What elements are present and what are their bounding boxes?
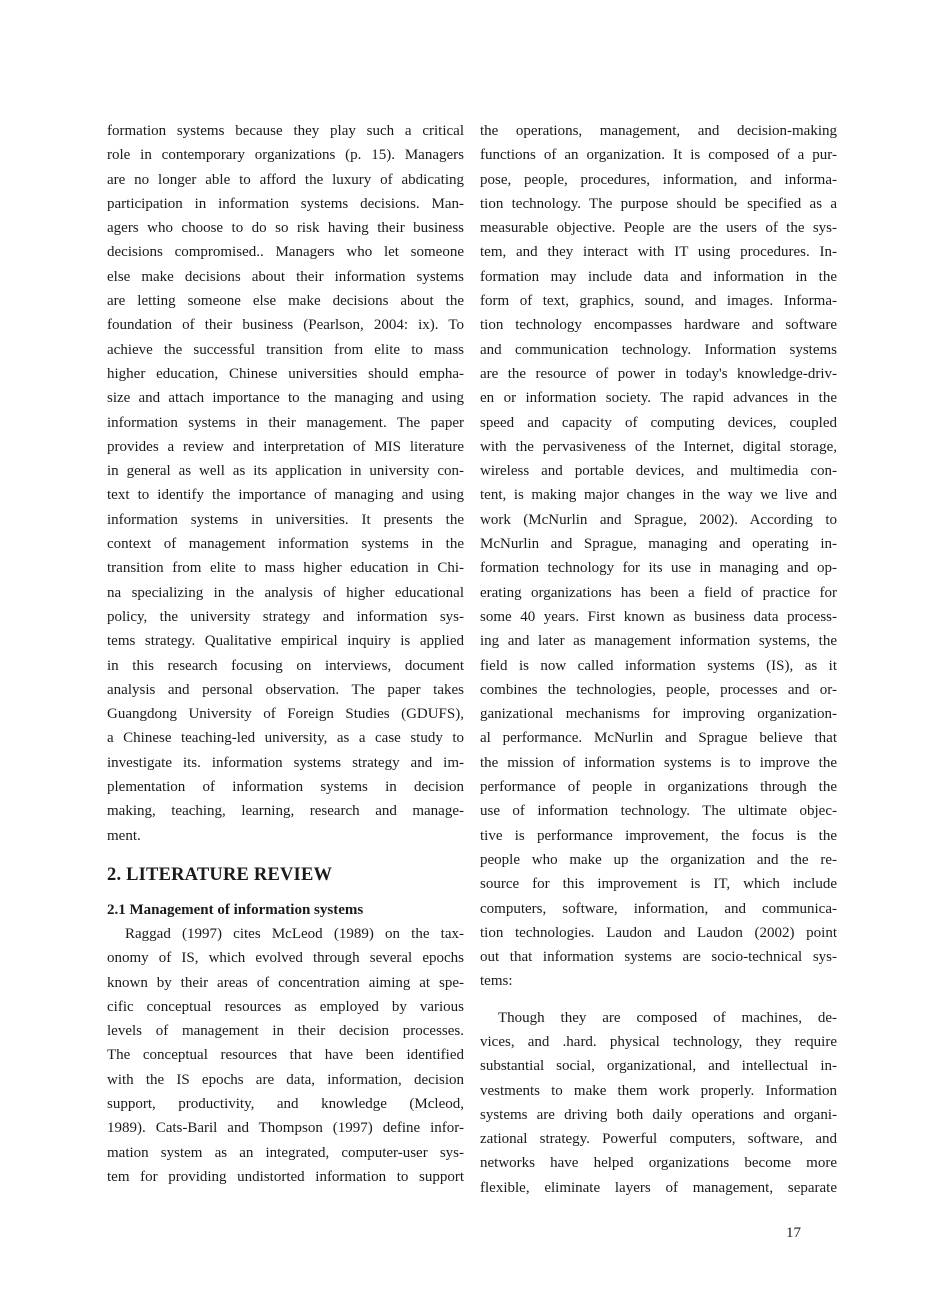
text-line: a Chinese teaching-led university, as a case study to: [107, 730, 464, 747]
text-line: form of text, graphics, sound, and images. Informa-: [480, 293, 837, 310]
quote-paragraph: [480, 1006, 837, 1200]
text-line: erating organizations has been a field of practice for: [480, 584, 837, 601]
text-line: work (McNurlin and Sprague, 2002). According to: [480, 511, 837, 528]
text-line: making, teaching, learning, research and manage-: [107, 803, 464, 820]
definition-paragraph: [480, 119, 837, 994]
text-line: achieve the successful transition from elite to mass: [107, 341, 464, 358]
text-line: formation systems because they play such a critical: [107, 123, 464, 139]
text-line: use of information technology. The ultimate objec-: [480, 803, 837, 820]
text-line: ganizational mechanisms for improving organization-: [480, 706, 837, 723]
left-column: [107, 119, 464, 1189]
text-line: tems:: [480, 973, 513, 990]
text-line: else make decisions about their information systems: [107, 268, 464, 285]
text-line: tion technology. The purpose should be specified as a: [480, 195, 837, 212]
text-line: some 40 years. First known as business data process-: [480, 608, 837, 625]
text-line: tems strategy. Qualitative empirical inquiry is applied: [107, 633, 464, 650]
text-line: participation in information systems decisions. Man-: [107, 195, 464, 212]
text-line: cific conceptual resources as employed by various: [107, 998, 464, 1015]
text-line: formation may include data and information in the: [480, 268, 837, 285]
text-line: McNurlin and Sprague, managing and operating in-: [480, 536, 837, 553]
text-line: zational strategy. Powerful computers, software, and: [480, 1131, 837, 1148]
text-line: tem for providing undistorted information to support: [107, 1168, 464, 1185]
text-line: computers, software, information, and communica-: [480, 900, 837, 917]
text-line: performance of people in organizations through the: [480, 779, 837, 796]
text-line: with the pervasiveness of the Internet, digital storage,: [480, 438, 837, 455]
text-line: vices, and .hard. physical technology, they require: [480, 1033, 837, 1050]
text-line: policy, the university strategy and information sys-: [107, 608, 464, 625]
text-line: The conceptual resources that have been identified: [107, 1047, 464, 1064]
text-line: are letting someone else make decisions about the: [107, 293, 464, 310]
text-line: support, productivity, and knowledge (Mcleod,: [107, 1095, 464, 1112]
text-line: ment.: [107, 827, 141, 844]
text-line: Raggad (1997) cites McLeod (1989) on the tax-: [125, 925, 464, 942]
text-line: Though they are composed of machines, de-: [498, 1009, 837, 1026]
text-line: systems are driving both daily operations and organi-: [480, 1106, 837, 1123]
text-line: tion technology encompasses hardware and software: [480, 317, 837, 334]
text-line: out that information systems are socio-technical sys-: [480, 949, 837, 966]
text-line: en or information society. The rapid advances in the: [480, 390, 837, 407]
text-line: onomy of IS, which evolved through several epochs: [107, 950, 464, 967]
text-line: provides a review and interpretation of MIS literature: [107, 438, 464, 455]
text-line: known by their areas of concentration aiming at spe-: [107, 974, 464, 991]
text-line: al performance. McNurlin and Sprague believe that: [480, 730, 837, 747]
section-heading: 2. LITERATURE REVIEW: [107, 864, 333, 885]
text-line: na specializing in the analysis of higher educational: [107, 584, 464, 601]
text-line: the mission of information systems is to improve the: [480, 754, 837, 771]
text-line: text to identify the importance of managing and using: [107, 487, 464, 504]
text-line: networks have helped organizations become more: [480, 1155, 837, 1172]
text-line: investigate its. information systems strategy and im-: [107, 754, 464, 771]
text-line: are no longer able to afford the luxury of abdicating: [107, 171, 464, 188]
page-number: 17: [786, 1225, 801, 1241]
text-line: 1989). Cats-Baril and Thompson (1997) define infor-: [107, 1120, 464, 1137]
text-line: tem, and they interact with IT using procedures. In-: [480, 244, 837, 261]
text-line: in general as well as its application in university con-: [107, 463, 464, 480]
text-line: people who make up the organization and the re-: [480, 851, 837, 868]
text-line: pose, people, procedures, information, and informa-: [480, 171, 837, 188]
text-line: tion technologies. Laudon and Laudon (2002) point: [480, 924, 837, 941]
text-line: wireless and portable devices, and multimedia con-: [480, 463, 837, 480]
text-line: functions of an organization. It is composed of a pur-: [480, 147, 837, 164]
text-line: speed and capacity of computing devices, coupled: [480, 414, 837, 431]
text-line: information systems in their management. The paper: [107, 414, 464, 431]
text-line: Guangdong University of Foreign Studies (GDUFS),: [107, 706, 464, 723]
text-line: tent, is making major changes in the way we live and: [480, 487, 837, 504]
text-line: context of management information systems in the: [107, 536, 464, 553]
text-line: decisions compromised.. Managers who let someone: [107, 244, 464, 261]
text-line: mation system as an integrated, computer-user sys-: [107, 1144, 464, 1161]
text-line: information systems in universities. It presents the: [107, 511, 464, 528]
text-line: in this research focusing on interviews, document: [107, 657, 464, 674]
text-line: levels of management in their decision processes.: [107, 1023, 464, 1040]
text-line: are the resource of power in today's knowledge-driv-: [480, 365, 837, 382]
text-line: measurable objective. People are the users of the sys-: [480, 220, 837, 237]
text-line: size and attach importance to the managing and using: [107, 390, 464, 407]
subsection-heading: 2.1 Management of information systems: [107, 901, 364, 918]
right-column: [480, 119, 837, 1200]
text-line: the operations, management, and decision-making: [480, 123, 837, 139]
text-line: analysis and personal observation. The paper takes: [107, 681, 464, 698]
text-line: foundation of their business (Pearlson, 2004: ix). To: [107, 317, 464, 334]
text-line: agers who choose to do so risk having their business: [107, 220, 464, 237]
text-line: plementation of information systems in decision: [107, 779, 464, 796]
literature-paragraph: [107, 922, 464, 1189]
text-line: role in contemporary organizations (p. 15). Managers: [107, 147, 464, 164]
intro-paragraph: [107, 119, 464, 848]
text-line: transition from elite to mass higher education in Chi-: [107, 560, 464, 577]
text-line: combines the technologies, people, processes and or-: [480, 681, 837, 698]
text-line: tive is performance improvement, the focus is the: [480, 827, 837, 844]
text-line: field is now called information systems (IS), as it: [480, 657, 837, 674]
text-line: substantial social, organizational, and intellectual in-: [480, 1058, 837, 1075]
text-line: vestments to make them work properly. Information: [480, 1082, 837, 1099]
text-line: source for this improvement is IT, which include: [480, 876, 837, 893]
text-line: and communication technology. Information systems: [480, 341, 837, 358]
text-line: ing and later as management information systems, the: [480, 633, 837, 650]
text-line: flexible, eliminate layers of management, separate: [480, 1179, 837, 1196]
text-line: higher education, Chinese universities should empha-: [107, 365, 464, 382]
text-line: formation technology for its use in managing and op-: [480, 560, 837, 577]
text-line: with the IS epochs are data, information, decision: [107, 1071, 464, 1088]
